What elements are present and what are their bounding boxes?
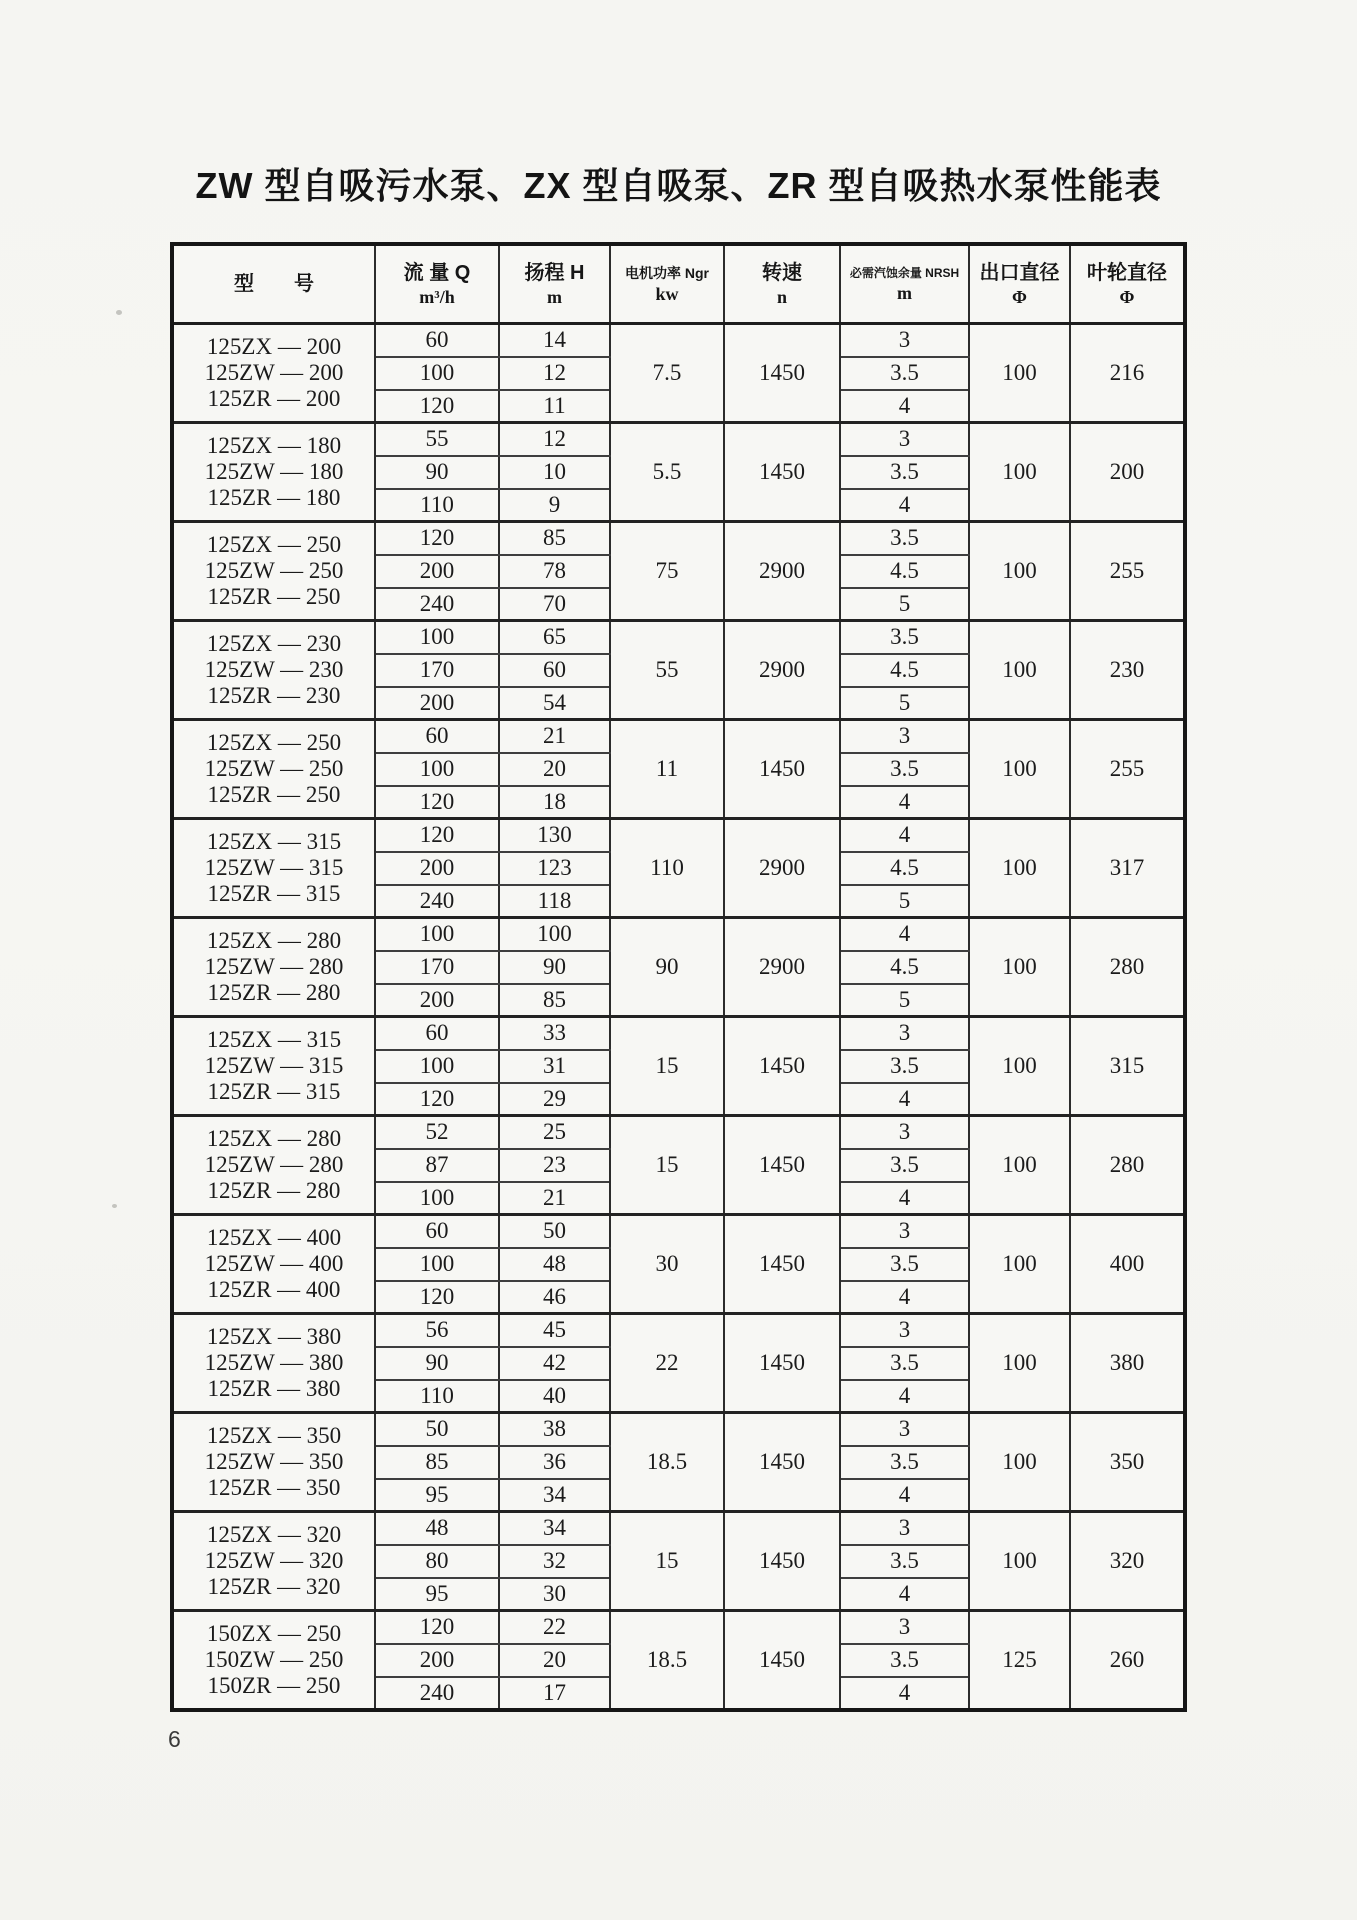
- flow-value: 95: [375, 1578, 499, 1611]
- table-row: [172, 720, 1185, 753]
- model-name: 125ZR — 200: [207, 386, 341, 411]
- speed-value: 1450: [724, 1116, 840, 1215]
- flow-value: 100: [375, 1248, 499, 1281]
- flow-value: 60: [375, 1215, 499, 1248]
- model-cell: [172, 1017, 375, 1116]
- header-outlet-label: 出口直径: [979, 262, 1060, 284]
- model-name: 125ZW — 350: [204, 1449, 344, 1474]
- npsh-value: 3: [840, 1512, 969, 1545]
- model-name: 125ZR — 250: [207, 584, 341, 609]
- head-value: 130: [499, 819, 610, 852]
- power-value: 18.5: [610, 1611, 724, 1710]
- power-value: 5.5: [610, 423, 724, 522]
- header-power: [610, 244, 724, 324]
- npsh-value: 3: [840, 1413, 969, 1446]
- npsh-value: 5: [840, 687, 969, 720]
- head-value: 46: [499, 1281, 610, 1314]
- table-row: [172, 1512, 1185, 1545]
- header-flow: [375, 244, 499, 324]
- head-value: 21: [499, 1182, 610, 1215]
- impeller-diameter-value: 255: [1070, 720, 1185, 819]
- header-flow-unit: m³/h: [419, 287, 455, 307]
- flow-value: 55: [375, 423, 499, 456]
- npsh-value: 4: [840, 1677, 969, 1710]
- power-value: 75: [610, 522, 724, 621]
- model-name: 125ZW — 280: [204, 954, 344, 979]
- flow-value: 100: [375, 918, 499, 951]
- model-cell: [172, 918, 375, 1017]
- model-name: 125ZX — 250: [206, 730, 342, 755]
- npsh-value: 3.5: [840, 1050, 969, 1083]
- header-speed: [724, 244, 840, 324]
- outlet-diameter-value: 100: [969, 1017, 1070, 1116]
- speed-value: 1450: [724, 1017, 840, 1116]
- table-header: [172, 244, 1185, 324]
- npsh-value: 4.5: [840, 555, 969, 588]
- speed-value: 2900: [724, 522, 840, 621]
- power-value: 15: [610, 1017, 724, 1116]
- model-name: 125ZW — 380: [204, 1350, 344, 1375]
- model-name: 125ZX — 350: [206, 1423, 342, 1448]
- model-cell: [172, 423, 375, 522]
- table-row: [172, 819, 1185, 852]
- model-name: 150ZX — 250: [206, 1620, 342, 1646]
- flow-value: 80: [375, 1545, 499, 1578]
- model-name: 125ZR — 230: [207, 683, 341, 708]
- header-model-label: 型 号: [234, 273, 314, 295]
- power-value: 18.5: [610, 1413, 724, 1512]
- header-head: [499, 244, 610, 324]
- table-row: [172, 621, 1185, 654]
- npsh-value: 4.5: [840, 951, 969, 984]
- pump-performance-table: [170, 242, 1187, 1712]
- head-value: 22: [499, 1611, 610, 1644]
- outlet-diameter-value: 100: [969, 819, 1070, 918]
- impeller-diameter-value: 400: [1070, 1215, 1185, 1314]
- outlet-diameter-value: 100: [969, 522, 1070, 621]
- npsh-value: 4: [840, 1182, 969, 1215]
- npsh-value: 3.5: [840, 621, 969, 654]
- model-name: 125ZX — 180: [206, 433, 342, 458]
- head-value: 29: [499, 1083, 610, 1116]
- power-value: 55: [610, 621, 724, 720]
- model-cell: [172, 1413, 375, 1512]
- head-value: 32: [499, 1545, 610, 1578]
- model-name: 150ZR — 250: [207, 1672, 341, 1698]
- header-impeller-label: 叶轮直径: [1087, 262, 1167, 284]
- model-cell: [172, 819, 375, 918]
- npsh-value: 4: [840, 489, 969, 522]
- head-value: 18: [499, 786, 610, 819]
- model-name: 125ZR — 320: [207, 1574, 341, 1599]
- impeller-diameter-value: 230: [1070, 621, 1185, 720]
- speed-value: 1450: [724, 720, 840, 819]
- model-name: 125ZX — 200: [206, 334, 342, 359]
- flow-value: 60: [375, 324, 499, 357]
- power-value: 22: [610, 1314, 724, 1413]
- flow-value: 200: [375, 984, 499, 1017]
- header-npsh: [840, 244, 969, 324]
- model-cell: [172, 1116, 375, 1215]
- head-value: 48: [499, 1248, 610, 1281]
- outlet-diameter-value: 100: [969, 1512, 1070, 1611]
- model-name: 125ZR — 400: [207, 1277, 341, 1302]
- scan-speck: [112, 1204, 117, 1208]
- head-value: 14: [499, 324, 610, 357]
- header-npsh-unit: m: [897, 283, 912, 303]
- flow-value: 48: [375, 1512, 499, 1545]
- model-name: 125ZW — 230: [204, 657, 344, 682]
- header-impeller-diameter: [1070, 244, 1185, 324]
- npsh-value: 3: [840, 720, 969, 753]
- head-value: 70: [499, 588, 610, 621]
- flow-value: 110: [375, 1380, 499, 1413]
- npsh-value: 3.5: [840, 1545, 969, 1578]
- flow-value: 85: [375, 1446, 499, 1479]
- model-name: 125ZX — 315: [206, 829, 342, 854]
- flow-value: 87: [375, 1149, 499, 1182]
- npsh-value: 4: [840, 786, 969, 819]
- page-title: ZW 型自吸污水泵、ZX 型自吸泵、ZR 型自吸热水泵性能表: [195, 165, 1162, 206]
- model-cell: [172, 1512, 375, 1611]
- impeller-diameter-value: 280: [1070, 1116, 1185, 1215]
- outlet-diameter-value: 100: [969, 423, 1070, 522]
- head-value: 33: [499, 1017, 610, 1050]
- model-cell: [172, 522, 375, 621]
- head-value: 45: [499, 1314, 610, 1347]
- flow-value: 56: [375, 1314, 499, 1347]
- npsh-value: 3: [840, 1611, 969, 1644]
- npsh-value: 3: [840, 1017, 969, 1050]
- model-name: 125ZR — 280: [207, 1178, 341, 1203]
- impeller-diameter-value: 280: [1070, 918, 1185, 1017]
- flow-value: 100: [375, 357, 499, 390]
- flow-value: 100: [375, 621, 499, 654]
- table-row: [172, 918, 1185, 951]
- flow-value: 240: [375, 588, 499, 621]
- model-name: 125ZR — 280: [207, 980, 341, 1005]
- head-value: 21: [499, 720, 610, 753]
- table-body: [172, 324, 1185, 1710]
- model-name: 125ZW — 320: [204, 1548, 344, 1573]
- head-value: 17: [499, 1677, 610, 1710]
- npsh-value: 4: [840, 1479, 969, 1512]
- speed-value: 1450: [724, 423, 840, 522]
- head-value: 31: [499, 1050, 610, 1083]
- npsh-value: 5: [840, 984, 969, 1017]
- model-name: 125ZW — 315: [204, 855, 344, 880]
- model-name: 125ZR — 250: [207, 782, 341, 807]
- npsh-value: 3.5: [840, 1248, 969, 1281]
- head-value: 36: [499, 1446, 610, 1479]
- npsh-value: 3.5: [840, 456, 969, 489]
- head-value: 85: [499, 522, 610, 555]
- model-name: 125ZW — 400: [204, 1251, 344, 1276]
- table-row: [172, 1017, 1185, 1050]
- header-outlet-unit: Φ: [1012, 287, 1027, 307]
- head-value: 9: [499, 489, 610, 522]
- npsh-value: 5: [840, 588, 969, 621]
- table-row: [172, 1215, 1185, 1248]
- header-power-label: 电机功率 Ngr: [625, 265, 709, 281]
- model-name: 125ZW — 315: [204, 1053, 344, 1078]
- flow-value: 170: [375, 951, 499, 984]
- flow-value: 100: [375, 753, 499, 786]
- npsh-value: 5: [840, 885, 969, 918]
- outlet-diameter-value: 100: [969, 720, 1070, 819]
- header-row: [172, 244, 1185, 324]
- power-value: 15: [610, 1116, 724, 1215]
- head-value: 11: [499, 390, 610, 423]
- header-head-label: 扬程 H: [524, 262, 585, 284]
- power-value: 90: [610, 918, 724, 1017]
- outlet-diameter-value: 100: [969, 1116, 1070, 1215]
- header-outlet-diameter: [969, 244, 1070, 324]
- flow-value: 100: [375, 1182, 499, 1215]
- model-name: 125ZR — 180: [207, 485, 341, 510]
- model-name: 125ZX — 280: [206, 1126, 342, 1151]
- head-value: 123: [499, 852, 610, 885]
- npsh-value: 4: [840, 390, 969, 423]
- flow-value: 120: [375, 1083, 499, 1116]
- flow-value: 95: [375, 1479, 499, 1512]
- model-name: 125ZX — 320: [206, 1522, 342, 1547]
- npsh-value: 3.5: [840, 1446, 969, 1479]
- model-name: 125ZW — 180: [204, 459, 344, 484]
- impeller-diameter-value: 380: [1070, 1314, 1185, 1413]
- model-name: 125ZW — 280: [204, 1152, 344, 1177]
- npsh-value: 3.5: [840, 522, 969, 555]
- header-model: [172, 244, 375, 324]
- flow-value: 120: [375, 522, 499, 555]
- table-row: [172, 324, 1185, 357]
- npsh-value: 4: [840, 1083, 969, 1116]
- model-name: 125ZR — 315: [207, 881, 341, 906]
- impeller-diameter-value: 200: [1070, 423, 1185, 522]
- power-value: 110: [610, 819, 724, 918]
- npsh-value: 3: [840, 1314, 969, 1347]
- power-value: 7.5: [610, 324, 724, 423]
- outlet-diameter-value: 100: [969, 621, 1070, 720]
- npsh-value: 4: [840, 1281, 969, 1314]
- model-cell: [172, 1215, 375, 1314]
- power-value: 15: [610, 1512, 724, 1611]
- flow-value: 90: [375, 1347, 499, 1380]
- head-value: 65: [499, 621, 610, 654]
- flow-value: 240: [375, 885, 499, 918]
- flow-value: 110: [375, 489, 499, 522]
- head-value: 78: [499, 555, 610, 588]
- model-name: 125ZX — 250: [206, 532, 342, 557]
- header-impeller-unit: Φ: [1119, 287, 1135, 307]
- head-value: 20: [499, 753, 610, 786]
- head-value: 50: [499, 1215, 610, 1248]
- outlet-diameter-value: 100: [969, 1413, 1070, 1512]
- outlet-diameter-value: 100: [969, 1314, 1070, 1413]
- header-power-unit: kw: [655, 284, 679, 304]
- head-value: 54: [499, 687, 610, 720]
- speed-value: 2900: [724, 918, 840, 1017]
- model-name: 125ZX — 280: [206, 928, 342, 953]
- flow-value: 120: [375, 1281, 499, 1314]
- header-speed-unit: n: [776, 287, 787, 307]
- table-row: [172, 1611, 1185, 1644]
- model-name: 125ZW — 250: [204, 558, 344, 583]
- npsh-value: 3.5: [840, 357, 969, 390]
- power-value: 11: [610, 720, 724, 819]
- impeller-diameter-value: 350: [1070, 1413, 1185, 1512]
- flow-value: 120: [375, 819, 499, 852]
- impeller-diameter-value: 317: [1070, 819, 1185, 918]
- model-name: 125ZR — 350: [207, 1475, 341, 1500]
- outlet-diameter-value: 100: [969, 324, 1070, 423]
- flow-value: 200: [375, 687, 499, 720]
- model-cell: [172, 720, 375, 819]
- flow-value: 60: [375, 1017, 499, 1050]
- speed-value: 2900: [724, 819, 840, 918]
- speed-value: 1450: [724, 1512, 840, 1611]
- head-value: 38: [499, 1413, 610, 1446]
- impeller-diameter-value: 255: [1070, 522, 1185, 621]
- head-value: 23: [499, 1149, 610, 1182]
- npsh-value: 3.5: [840, 1347, 969, 1380]
- model-cell: [172, 621, 375, 720]
- flow-value: 120: [375, 390, 499, 423]
- npsh-value: 4: [840, 1380, 969, 1413]
- head-value: 34: [499, 1479, 610, 1512]
- impeller-diameter-value: 315: [1070, 1017, 1185, 1116]
- head-value: 12: [499, 357, 610, 390]
- head-value: 42: [499, 1347, 610, 1380]
- impeller-diameter-value: 260: [1070, 1611, 1185, 1710]
- head-value: 30: [499, 1578, 610, 1611]
- flow-value: 200: [375, 1644, 499, 1677]
- model-name: 125ZR — 315: [207, 1079, 341, 1104]
- npsh-value: 3.5: [840, 1644, 969, 1677]
- outlet-diameter-value: 100: [969, 918, 1070, 1017]
- model-name: 150ZW — 250: [204, 1646, 344, 1672]
- model-name: 125ZW — 250: [204, 756, 344, 781]
- header-speed-label: 转速: [762, 262, 802, 284]
- head-value: 90: [499, 951, 610, 984]
- model-name: 125ZX — 230: [206, 631, 342, 656]
- head-value: 25: [499, 1116, 610, 1149]
- npsh-value: 4: [840, 1578, 969, 1611]
- model-cell: [172, 324, 375, 423]
- model-name: 125ZR — 380: [207, 1376, 341, 1401]
- speed-value: 1450: [724, 1215, 840, 1314]
- outlet-diameter-value: 125: [969, 1611, 1070, 1710]
- header-head-unit: m: [547, 287, 562, 307]
- table-row: [172, 1314, 1185, 1347]
- head-value: 34: [499, 1512, 610, 1545]
- speed-value: 1450: [724, 324, 840, 423]
- npsh-value: 4: [840, 918, 969, 951]
- head-value: 118: [499, 885, 610, 918]
- head-value: 85: [499, 984, 610, 1017]
- impeller-diameter-value: 216: [1070, 324, 1185, 423]
- head-value: 60: [499, 654, 610, 687]
- speed-value: 2900: [724, 621, 840, 720]
- npsh-value: 3: [840, 1215, 969, 1248]
- model-name: 125ZX — 400: [206, 1225, 342, 1250]
- npsh-value: 3: [840, 423, 969, 456]
- impeller-diameter-value: 320: [1070, 1512, 1185, 1611]
- npsh-value: 3.5: [840, 753, 969, 786]
- npsh-value: 3: [840, 324, 969, 357]
- table-row: [172, 522, 1185, 555]
- npsh-value: 4.5: [840, 654, 969, 687]
- flow-value: 90: [375, 456, 499, 489]
- npsh-value: 3.5: [840, 1149, 969, 1182]
- table-row: [172, 1116, 1185, 1149]
- flow-value: 240: [375, 1677, 499, 1710]
- header-npsh-label: 必需汽蚀余量 NRSH: [849, 266, 960, 280]
- flow-value: 200: [375, 555, 499, 588]
- power-value: 30: [610, 1215, 724, 1314]
- table-row: [172, 1413, 1185, 1446]
- model-name: 125ZW — 200: [204, 360, 344, 385]
- speed-value: 1450: [724, 1413, 840, 1512]
- header-flow-label: 流 量 Q: [403, 262, 471, 284]
- speed-value: 1450: [724, 1611, 840, 1710]
- flow-value: 200: [375, 852, 499, 885]
- head-value: 20: [499, 1644, 610, 1677]
- head-value: 12: [499, 423, 610, 456]
- head-value: 100: [499, 918, 610, 951]
- npsh-value: 4: [840, 819, 969, 852]
- speed-value: 1450: [724, 1314, 840, 1413]
- page-number: 6: [168, 1726, 181, 1752]
- model-cell: [172, 1314, 375, 1413]
- npsh-value: 4.5: [840, 852, 969, 885]
- flow-value: 170: [375, 654, 499, 687]
- flow-value: 52: [375, 1116, 499, 1149]
- table-row: [172, 423, 1185, 456]
- head-value: 40: [499, 1380, 610, 1413]
- flow-value: 120: [375, 786, 499, 819]
- flow-value: 50: [375, 1413, 499, 1446]
- model-name: 125ZX — 315: [206, 1027, 342, 1052]
- model-name: 125ZX — 380: [206, 1324, 342, 1349]
- flow-value: 60: [375, 720, 499, 753]
- flow-value: 100: [375, 1050, 499, 1083]
- scan-speck: [116, 310, 122, 315]
- outlet-diameter-value: 100: [969, 1215, 1070, 1314]
- flow-value: 120: [375, 1611, 499, 1644]
- head-value: 10: [499, 456, 610, 489]
- npsh-value: 3: [840, 1116, 969, 1149]
- model-cell: [172, 1611, 375, 1710]
